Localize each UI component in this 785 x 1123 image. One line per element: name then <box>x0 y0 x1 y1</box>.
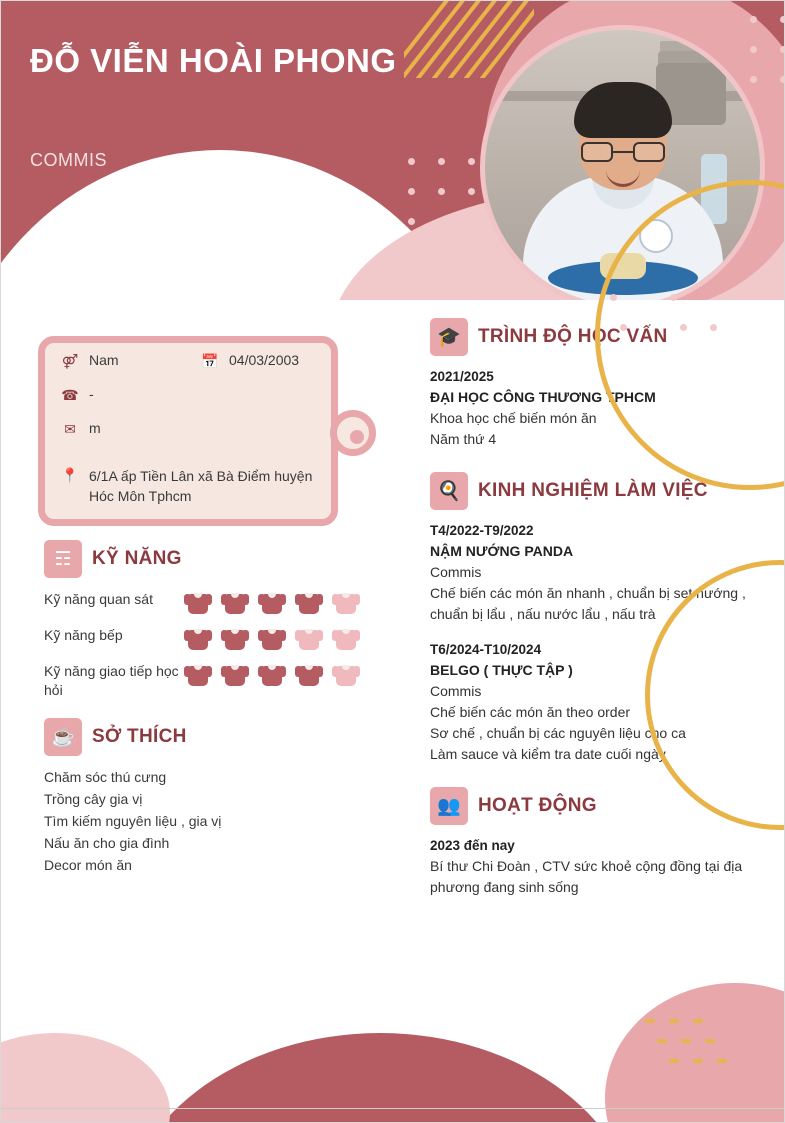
calendar-icon: 📅 <box>201 353 219 369</box>
shirt-icon <box>184 627 212 650</box>
skill-item <box>44 662 384 700</box>
entry-detail: Commis <box>430 683 482 699</box>
list-item: Tìm kiếm nguyên liệu , gia vị <box>44 813 222 829</box>
graduation-icon: 🎓 <box>430 318 468 356</box>
glasses-icon <box>581 142 665 162</box>
skills-section <box>44 540 384 700</box>
entry-detail: Chế biến các món ăn theo order <box>430 704 631 720</box>
hobbies-title: SỞ THÍCH <box>92 726 187 747</box>
shirt-icon <box>184 591 212 614</box>
hobbies-header <box>44 718 384 756</box>
job-role: COMMIS <box>30 150 107 170</box>
experience-title: KINH NGHIỆM LÀM VIỆC <box>478 480 708 501</box>
info-gender-value: Nam <box>89 352 119 368</box>
skill-rating <box>184 626 360 650</box>
shirt-icon <box>221 627 249 650</box>
entry-detail: Năm thứ 4 <box>430 431 497 447</box>
skill-item <box>44 626 384 650</box>
entry-detail: Chế biến các món ăn nhanh , chuẩn bị set nướng , chuẩn bị lẩu , nấu nước lẩu , nấu trà <box>430 585 746 622</box>
info-birthdate-value: 04/03/2003 <box>229 352 300 368</box>
list-item: Nấu ăn cho gia đình <box>44 835 170 851</box>
shirt-icon <box>332 591 360 614</box>
shirt-icon <box>258 627 286 650</box>
shirt-icon <box>221 663 249 686</box>
entry-date: 2021/2025 <box>430 369 494 384</box>
skill-label: Kỹ năng quan sát <box>44 591 153 607</box>
shirt-icon <box>258 591 286 614</box>
phone-icon: ☎ <box>61 387 79 403</box>
info-birthdate <box>200 352 299 370</box>
shirt-icon <box>295 591 323 614</box>
skills-icon: ☶ <box>44 540 82 578</box>
hobby-icon: ☕ <box>44 718 82 756</box>
entry-organization: NẬM NƯỚNG PANDA <box>430 543 574 559</box>
education-title: TRÌNH ĐỘ HỌC VẤN <box>478 326 668 347</box>
entry-detail: Làm sauce và kiểm tra date cuối ngày <box>430 746 666 762</box>
entry-detail: Bí thư Chi Đoàn , CTV sức khoẻ cộng đồng tại địa phương đang sinh sống <box>430 858 743 895</box>
info-address-value: 6/1A ấp Tiền Lân xã Bà Điểm huyện Hóc Môn Tphcm <box>89 468 313 504</box>
location-icon: 📍 <box>61 467 79 483</box>
cooking-icon: 🍳 <box>430 472 468 510</box>
skill-rating <box>184 590 360 614</box>
hobbies-list <box>44 766 384 876</box>
shirt-icon <box>332 627 360 650</box>
skills-title: KỸ NĂNG <box>92 548 182 569</box>
info-phone-value: - <box>89 386 94 402</box>
chef-hair <box>574 82 672 138</box>
shirt-icon <box>184 663 212 686</box>
entry-detail: Commis <box>430 564 482 580</box>
skill-rating <box>184 662 360 686</box>
hobbies-section <box>44 718 384 876</box>
page-title: ĐỖ VIỄN HOÀI PHONG <box>30 42 397 79</box>
shirt-icon <box>295 627 323 650</box>
skills-header <box>44 540 384 578</box>
activities-title: HOẠT ĐỘNG <box>478 795 597 816</box>
entry-organization: BELGO ( THỰC TẬP ) <box>430 662 573 678</box>
entry-date: 2023 đến nay <box>430 838 515 853</box>
footer-maroon-blob <box>120 1033 640 1123</box>
entry-date: T4/2022-T9/2022 <box>430 523 534 538</box>
info-gender <box>60 352 119 370</box>
list-item: Trồng cây gia vị <box>44 791 143 807</box>
entry-detail: Sơ chế , chuẩn bị các nguyên liệu cho ca <box>430 725 686 741</box>
activity-entry <box>430 835 770 898</box>
shirt-icon <box>332 663 360 686</box>
skill-label: Kỹ năng bếp <box>44 627 123 643</box>
activity-icon: 👥 <box>430 787 468 825</box>
footer-divider <box>0 1108 785 1109</box>
footer-pink-blob <box>0 1033 170 1123</box>
skill-label: Kỹ năng giao tiếp học hỏi <box>44 663 179 698</box>
shirt-icon <box>221 591 249 614</box>
entry-date: T6/2024-T10/2024 <box>430 642 542 657</box>
cutting-board-handle <box>330 410 376 456</box>
shirt-icon <box>258 663 286 686</box>
gender-icon: ⚤ <box>61 353 79 369</box>
list-item: Chăm sóc thú cưng <box>44 769 167 785</box>
list-item: Decor món ăn <box>44 857 132 873</box>
info-email <box>60 420 101 438</box>
entry-organization: ĐẠI HỌC CÔNG THƯƠNG TPHCM <box>430 389 656 405</box>
info-address <box>60 466 318 506</box>
skill-item <box>44 590 384 614</box>
info-email-value: m <box>89 420 101 436</box>
info-phone <box>60 386 94 404</box>
mail-icon: ✉ <box>64 421 76 437</box>
shirt-icon <box>295 663 323 686</box>
footer-dashes-decoration <box>635 1013 775 1083</box>
entry-detail: Khoa học chế biến món ăn <box>430 410 597 426</box>
